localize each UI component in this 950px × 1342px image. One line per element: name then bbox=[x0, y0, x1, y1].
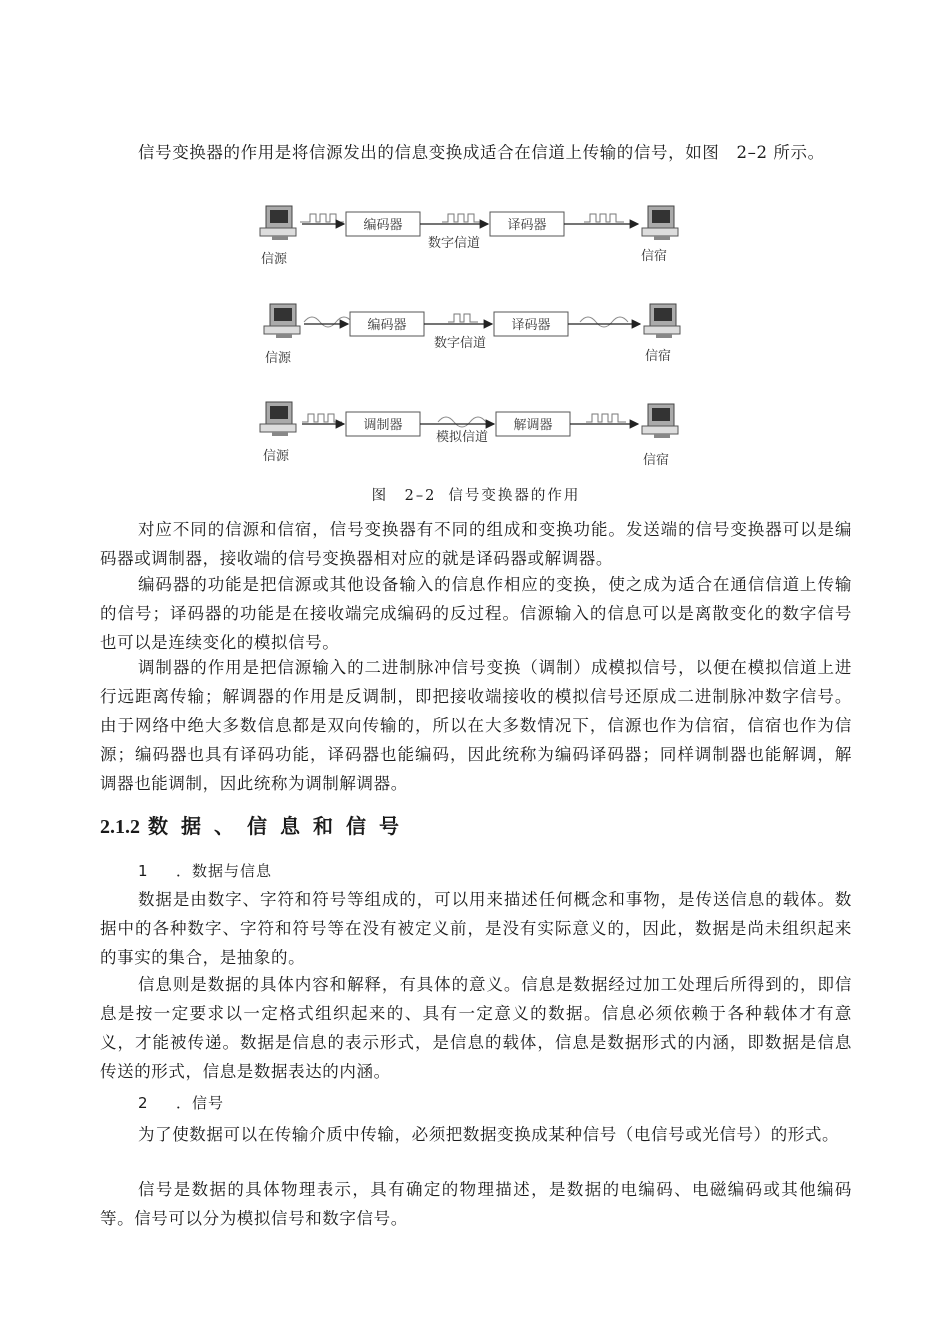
sink-label: 信宿 bbox=[642, 453, 670, 468]
paragraph: 信息则是数据的具体内容和解释，有具体的意义。信息是数据经过加工处理后所得到的，即信息是按一定要求以一定格式组织起来的、具有一定意义的数据。信息必须依赖于各种载体才有意义，才能被传递。数据是信息的表示形式，是信息的载体，信息是数据形式的内涵，即数据是信息传送的形式，信息是数据表达的内涵。 bbox=[100, 975, 852, 1081]
paragraph: 调制器的作用是把信源输入的二进制脉冲信号变换（调制）成模拟信号，以便在模拟信道上进行远距离传输；解调器的作用是反调制，即把接收端接收的模拟信号还原成二进制脉冲数字信号。由于网络中绝大多数信息都是双向传输的，所以在大多数情况下，信源也作为信宿，信宿也作为信源；编码器也具有译码功能，译码器也能编码，因此统称为编码译码器；同样调制器也能解调，解调器也能调制，因此统称为调制解调器。 bbox=[100, 658, 852, 793]
paragraph: 信号是数据的具体物理表示，具有确定的物理描述，是数据的电编码、电磁编码或其他编码等。信号可以分为模拟信号和数字信号。 bbox=[100, 1180, 852, 1228]
source-label: 信源 bbox=[262, 449, 290, 464]
figure-caption-text: 信号变换器的作用 bbox=[448, 488, 581, 504]
subheading-data-and-information bbox=[138, 860, 272, 881]
computer-icon bbox=[642, 404, 678, 438]
box1-label: 编码器 bbox=[363, 218, 403, 233]
computer-icon bbox=[264, 304, 300, 338]
section-heading bbox=[100, 810, 412, 839]
section-title: 数据、信息和信号 bbox=[148, 814, 412, 838]
paragraph: 编码器的功能是把信源或其他设备输入的信息作相应的变换，使之成为适合在通信信道上传输的信号；译码器的功能是在接收端完成编码的反过程。信源输入的信息可以是离散变化的数字信号也可以是连续变化的模拟信号。 bbox=[100, 575, 852, 652]
figure-row-1 bbox=[260, 206, 678, 267]
channel-label: 模拟信道 bbox=[435, 430, 489, 445]
source-label: 信源 bbox=[260, 252, 288, 267]
channel-label: 数字信道 bbox=[433, 336, 487, 351]
paragraph: 数据是由数字、字符和符号等组成的，可以用来描述任何概念和事物，是传送信息的载体。数据中的各种数字、字符和符号等在没有被定义前，是没有实际意义的，因此，数据是尚未组织起来的事实的集合，是抽象的。 bbox=[100, 890, 852, 967]
figure-row-3 bbox=[260, 402, 678, 468]
paragraph: 为了使数据可以在传输介质中传输，必须把数据变换成某种信号（电信号或光信号）的形式。 bbox=[138, 1125, 840, 1144]
box2-label: 译码器 bbox=[507, 218, 547, 233]
subheading-title: ．数据与信息 bbox=[176, 862, 273, 880]
subheading-number: 1 bbox=[138, 862, 149, 880]
computer-icon bbox=[260, 402, 296, 436]
signal-converter-figure bbox=[250, 200, 690, 480]
box1-label: 编码器 bbox=[367, 318, 407, 333]
intro-paragraph: 信号变换器的作用是将信源发出的信息变换成适合在信道上传输的信号，如图 2–2 所示。 bbox=[138, 143, 825, 162]
source-label: 信源 bbox=[264, 351, 292, 366]
box2-label: 译码器 bbox=[511, 318, 551, 333]
subheading-number: 2 bbox=[138, 1094, 149, 1112]
sink-label: 信宿 bbox=[644, 349, 672, 364]
computer-icon bbox=[642, 206, 678, 240]
sink-label: 信宿 bbox=[640, 249, 668, 264]
section-number: 2.1.2 bbox=[100, 816, 140, 838]
box2-label: 解调器 bbox=[513, 418, 553, 433]
paragraph: 对应不同的信源和信宿，信号变换器有不同的组成和变换功能。发送端的信号变换器可以是编码器或调制器，接收端的信号变换器相对应的就是译码器或解调器。 bbox=[100, 520, 852, 568]
box1-label: 调制器 bbox=[363, 418, 403, 433]
channel-label: 数字信道 bbox=[427, 236, 481, 251]
subheading-title: ．信号 bbox=[176, 1094, 225, 1112]
figure-caption bbox=[100, 484, 852, 505]
figure-row-2 bbox=[264, 304, 680, 366]
computer-icon bbox=[260, 206, 296, 240]
figure-caption-label: 图 2–2 bbox=[371, 488, 437, 504]
computer-icon bbox=[644, 304, 680, 338]
subheading-signal bbox=[138, 1092, 224, 1113]
